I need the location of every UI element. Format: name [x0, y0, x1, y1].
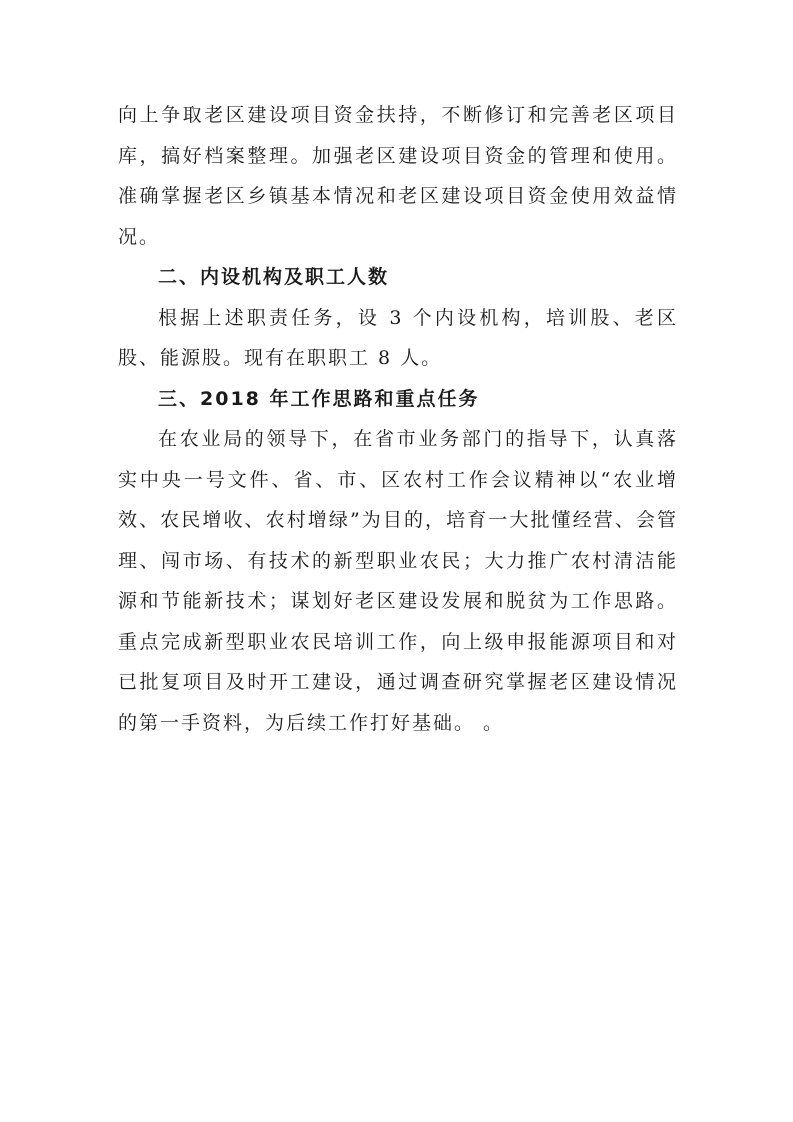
plan-paragraph: 在农业局的领导下，在省市业务部门的指导下，认真落实中央一号文件、省、市、区农村工作会议精神以“农业增效、农民增收、农村增绿”为目的，培育一大批懂经营、会管理、闯市场、有技术的新型职业农民；大力推广农村清洁能源和节能新技术；谋划好老区建设发展和脱贫为工作思路。重点完成新型职业农民培训工作，向上级申报能源项目和对已批复项目及时开工建设，通过调查研究掌握老区建设情况的第一手资料，为后续工作打好基础。 。: [118, 428, 678, 734]
section-heading-staffing: 二、内设机构及职工人数: [158, 266, 390, 288]
intro-paragraph: 向上争取老区建设项目资金扶持，不断修订和完善老区项目库，搞好档案整理。加强老区建设项目资金的管理和使用。准确掌握老区乡镇基本情况和老区建设项目资金使用效益情况。: [118, 104, 678, 248]
section-heading-plan-2018: 三、2018 年工作思路和重点任务: [158, 387, 480, 410]
document-body: [118, 95, 678, 743]
staffing-paragraph: 根据上述职责任务，设 3 个内设机构，培训股、老区股、能源股。现有在职职工 8 人。: [118, 306, 678, 369]
